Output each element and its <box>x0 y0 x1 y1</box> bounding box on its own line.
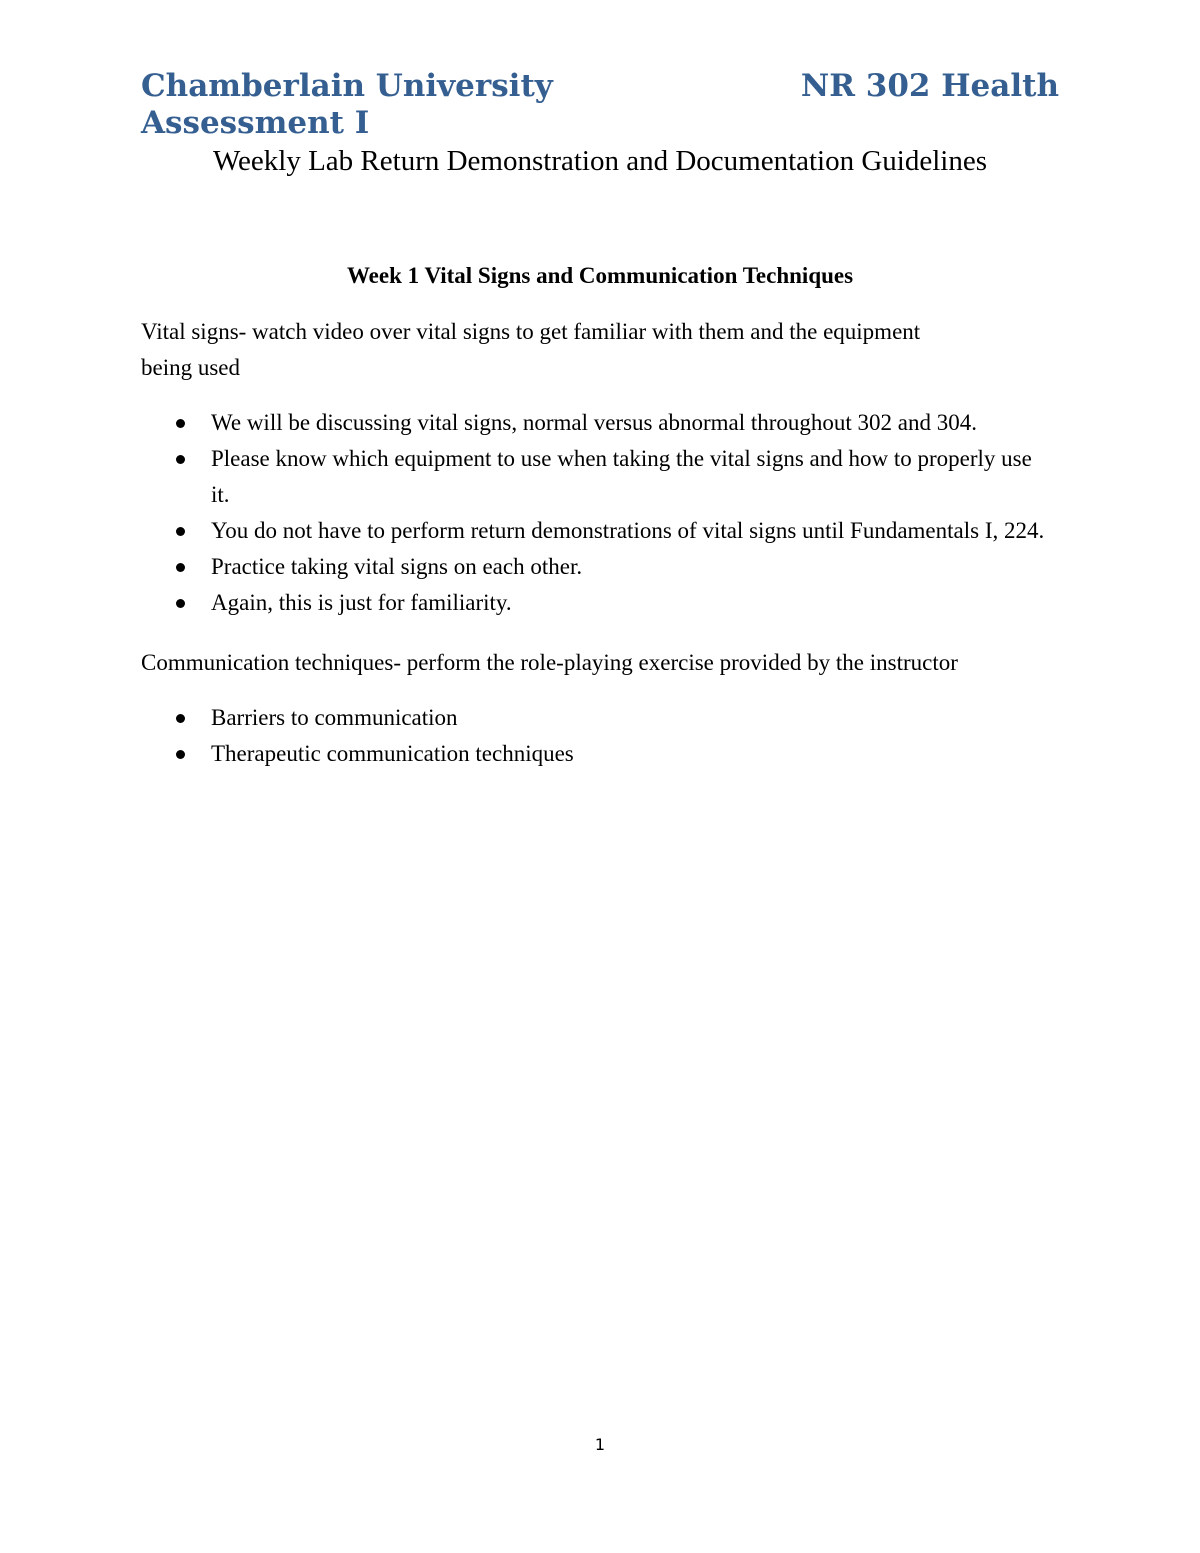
vital-signs-intro: Vital signs- watch video over vital signs to get familiar with them and the equipment being used <box>141 319 921 380</box>
week-title: Week 1 Vital Signs and Communication Techniques <box>346 263 854 288</box>
list-item-text: We will be discussing vital signs, normal versus abnormal throughout 302 and 304. <box>211 410 977 435</box>
list-item-text: You do not have to perform return demonstrations of vital signs until Fundamentals I, 224. <box>211 518 1045 543</box>
list-item-text: Barriers to communication <box>211 705 458 730</box>
course-name-continued: Assessment I <box>141 105 370 141</box>
list-item-text: Therapeutic communication techniques <box>211 741 574 766</box>
communication-intro: Communication techniques- perform the role-playing exercise provided by the instructor <box>141 650 958 675</box>
document-heading <box>141 68 1059 142</box>
list-item <box>141 585 1051 621</box>
university-name: Chamberlain University <box>141 68 553 104</box>
page-number: 1 <box>594 1435 606 1454</box>
bullet-icon <box>176 563 185 572</box>
list-item <box>141 700 1051 736</box>
list-item <box>141 405 1051 441</box>
document-subtitle: Weekly Lab Return Demonstration and Documentation Guidelines <box>212 145 988 177</box>
bullet-icon <box>176 714 185 723</box>
bullet-icon <box>176 750 185 759</box>
list-item-text: Again, this is just for familiarity. <box>211 590 512 615</box>
bullet-icon <box>176 599 185 608</box>
vital-signs-list <box>141 405 1059 621</box>
course-name: NR 302 Health <box>800 68 1059 104</box>
list-item <box>141 441 1051 513</box>
heading-row <box>141 68 1059 105</box>
list-item-text: Please know which equipment to use when taking the vital signs and how to properly use it. <box>211 446 1032 507</box>
bullet-icon <box>176 527 185 536</box>
document-page <box>141 68 1059 772</box>
list-item-text: Practice taking vital signs on each other. <box>211 554 583 579</box>
communication-list <box>141 700 1059 772</box>
list-item <box>141 736 1051 772</box>
list-item <box>141 549 1051 585</box>
bullet-icon <box>176 419 185 428</box>
list-item <box>141 513 1051 549</box>
bullet-icon <box>176 455 185 464</box>
